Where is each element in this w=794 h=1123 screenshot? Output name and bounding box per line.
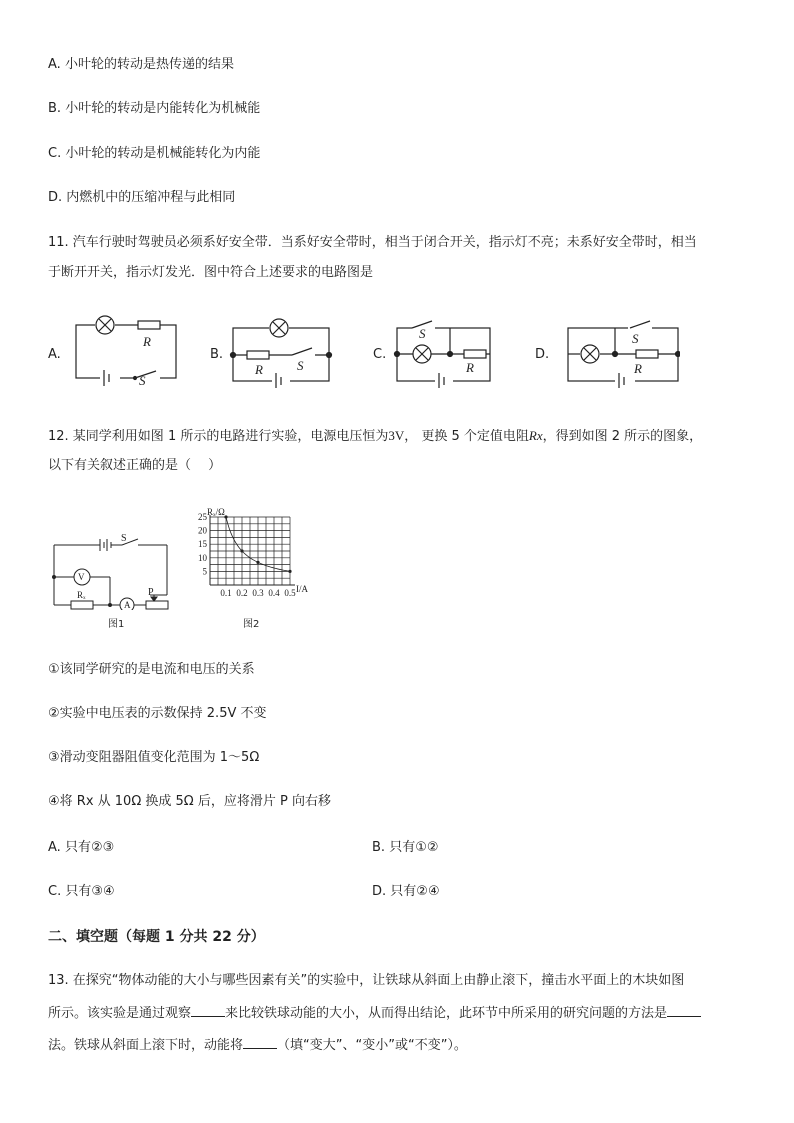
q12-figure1-circuit (40, 525, 180, 610)
circuit-b (231, 319, 332, 388)
q11-text-line2: 于断开开关，指示灯发光．图中符合上述要求的电路图是 (48, 265, 374, 280)
y-tick-label: 10 (198, 552, 207, 563)
q13-blank-1[interactable] (191, 1004, 225, 1017)
fig1-v-label: V (78, 572, 85, 582)
fig1-caption: 图1 (108, 619, 125, 630)
circuit-c-r: R (466, 360, 474, 375)
circuit-c-label: C. (373, 347, 387, 362)
q12-option-b: B. 只有①② (372, 840, 439, 855)
data-point (240, 549, 243, 552)
fig2-xlabel: I/A (296, 584, 308, 594)
q10-option-a: A. 小叶轮的转动是热传递的结果 (48, 57, 234, 72)
q12-statement-2: ②实验中电压表的示数保持 2.5V 不变 (48, 706, 267, 721)
q10-option-c: C. 小叶轮的转动是机械能转化为内能 (48, 146, 261, 161)
y-tick-label: 25 (198, 512, 207, 522)
circuit-a-s: S (139, 373, 146, 388)
q12-option-c: C. 只有③④ (48, 884, 115, 899)
circuit-d-s: S (632, 331, 639, 346)
circuit-c (395, 321, 491, 388)
q12-text-line1: 12. 某同学利用如图 1 所示的电路进行实验，电源电压恒为3V， 更换 5 个定值电阻Rx，得到如图 2 所示的图象， (48, 428, 703, 444)
q12-option-d: D. 只有②④ (372, 884, 440, 899)
q12-statement-3: ③滑动变阻器阻值变化范围为 1～5Ω (48, 750, 260, 765)
q12-statement-4: ④将 Rx 从 10Ω 换成 5Ω 后，应将滑片 P 向右移 (48, 794, 331, 809)
circuit-d (568, 321, 680, 388)
x-tick-label: 0.5 (284, 588, 296, 598)
x-tick-label: 0.2 (236, 588, 248, 598)
circuit-a-r: R (143, 334, 151, 349)
y-tick-label: 15 (198, 539, 207, 550)
data-point (288, 570, 291, 573)
fig1-a-label: A (124, 600, 131, 610)
fig1-p-label: P (148, 587, 154, 598)
circuit-d-label: D. (535, 347, 550, 362)
q12-text-line2: 以下有关叙述正确的是（ ） (48, 458, 222, 473)
x-tick-label: 0.4 (268, 588, 280, 598)
y-tick-label: 5 (202, 566, 207, 577)
q10-option-d: D. 内燃机中的压缩冲程与此相同 (48, 190, 236, 205)
circuit-b-r: R (255, 362, 263, 377)
circuit-a-label: A. (48, 347, 61, 362)
q13-blank-2[interactable] (667, 1004, 701, 1017)
q10-option-b: B. 小叶轮的转动是内能转化为机械能 (48, 101, 261, 116)
section-2-title: 二、填空题（每题 1 分共 22 分） (48, 929, 265, 945)
x-tick-label: 0.1 (220, 588, 232, 598)
circuit-c-s: S (419, 326, 426, 341)
fig2-caption: 图2 (243, 619, 260, 630)
fig2-ylabel: Rₓ/Ω (207, 507, 225, 517)
data-point (256, 561, 259, 564)
q11-text-line1: 11. 汽车行驶时驾驶员必须系好安全带．当系好安全带时，相当于闭合开关，指示灯不亮；未系好安全带时，相当 (48, 235, 697, 250)
y-tick-label: 20 (198, 525, 207, 536)
circuit-b-s: S (297, 358, 304, 373)
x-tick-label: 0.3 (252, 588, 264, 598)
q13-blank-3[interactable] (243, 1036, 277, 1049)
q13-text-line1: 13. 在探究“物体动能的大小与哪些因素有关”的实验中，让铁球从斜面上由静止滚下，撞击水平面上的木块如图 (48, 973, 685, 988)
q13-text-line2: 所示。该实验是通过观察 来比较铁球动能的大小，从而得出结论，此环节中所采用的研究问题的方法是 (48, 1004, 701, 1023)
circuit-a (76, 316, 176, 386)
fig1-s-label: S (121, 533, 127, 544)
circuit-b-label: B. (210, 347, 224, 362)
q12-option-a: A. 只有②③ (48, 840, 115, 855)
q12-statement-1: ①该同学研究的是电流和电压的关系 (48, 662, 255, 677)
q11-circuits (40, 308, 680, 388)
q13-text-line3: 法。铁球从斜面上滚下时，动能将 （填“变大”、“变小”或“不变”）。 (48, 1038, 467, 1053)
circuit-d-r: R (634, 361, 642, 376)
fig1-rx-label: Rₓ (77, 590, 86, 600)
